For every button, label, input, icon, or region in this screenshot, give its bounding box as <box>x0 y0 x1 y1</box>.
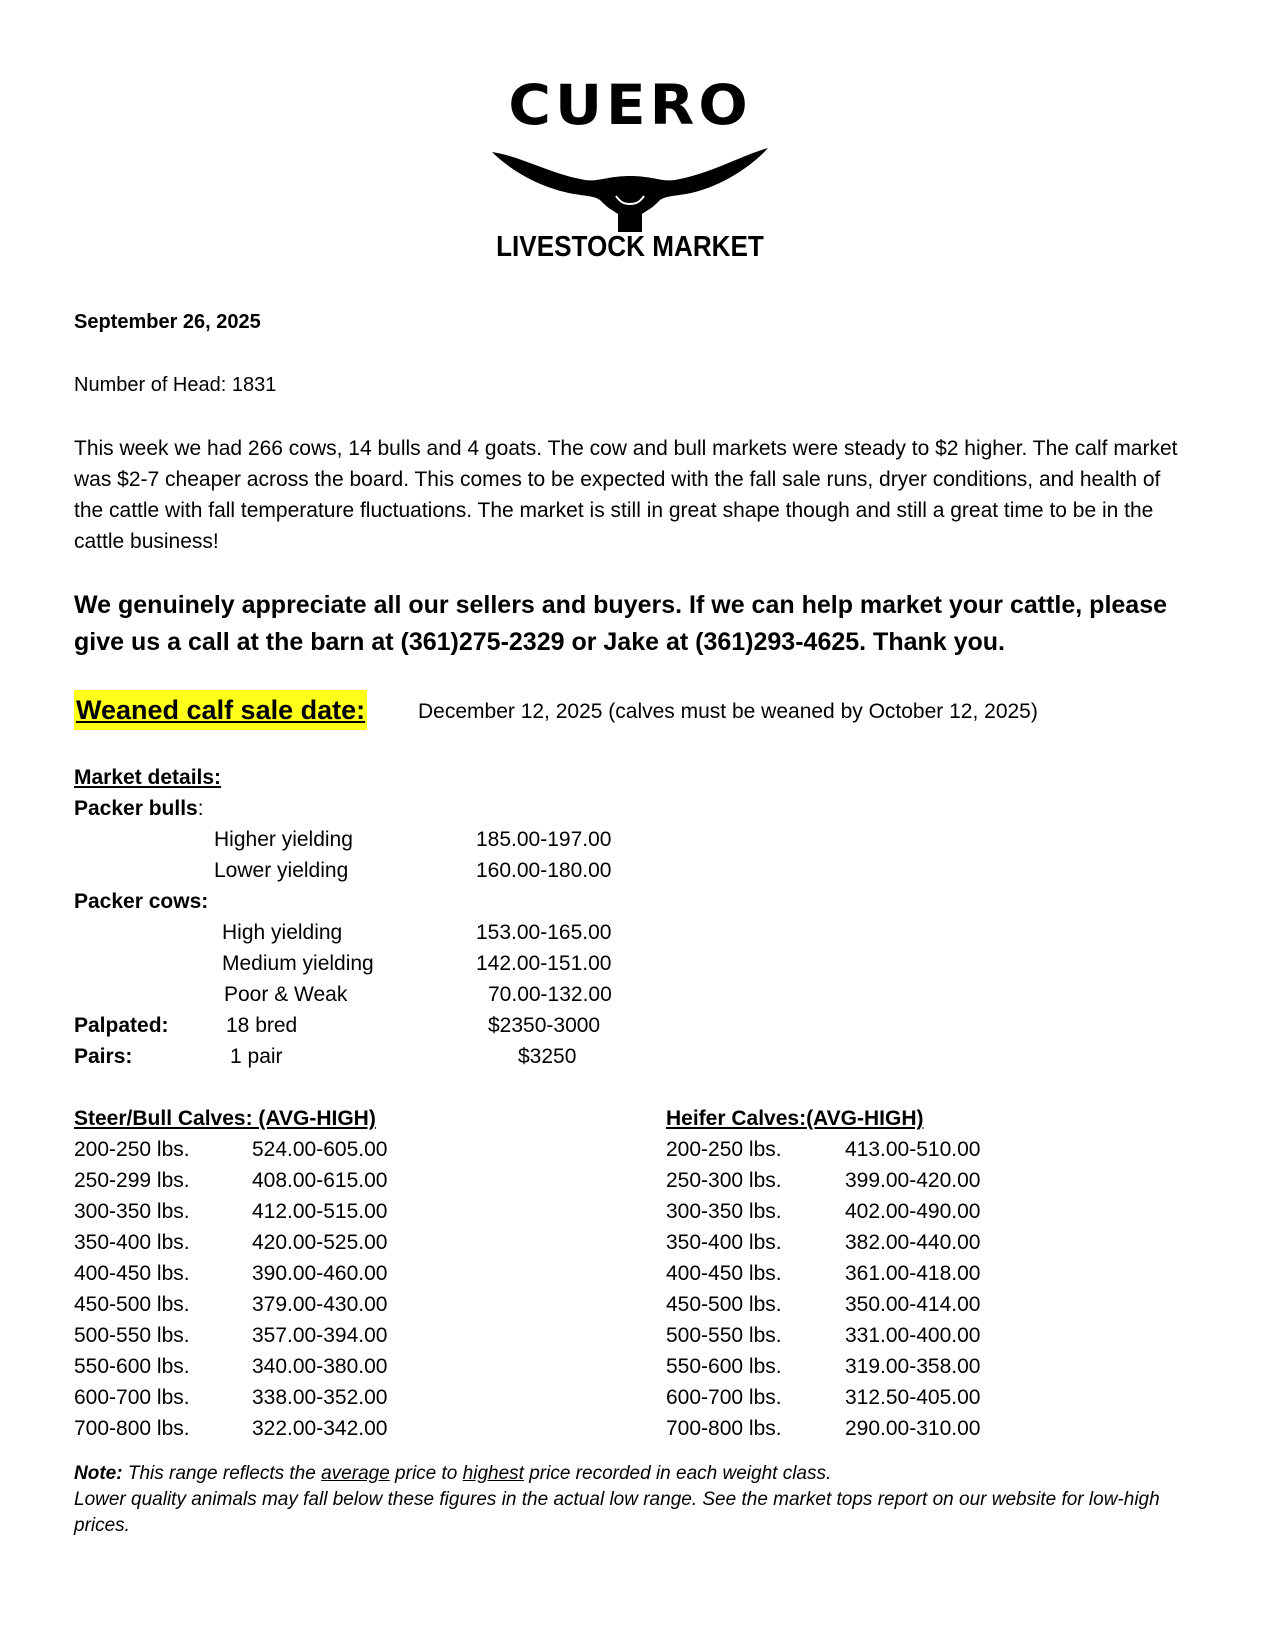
appreciation-message: We genuinely appreciate all our sellers and buyers. If we can help market your cattle, please give us a call at the barn at (361)275-2329 or Jake at (361)293-4625. Thank you. <box>74 591 1168 656</box>
note-word-highest: highest <box>462 1463 524 1484</box>
note-word-average: average <box>321 1463 390 1484</box>
heifer-weight: 600-700 lbs. <box>666 1386 782 1409</box>
steer-weight: 300-350 lbs. <box>74 1200 190 1223</box>
steer-price: 338.00-352.00 <box>252 1386 388 1409</box>
steer-price: 420.00-525.00 <box>252 1231 388 1254</box>
market-details-heading: Market details: <box>74 766 222 789</box>
report-date: September 26, 2025 <box>74 311 261 333</box>
heifer-weight: 450-500 lbs. <box>666 1293 782 1316</box>
pairs-price: $3250 <box>518 1045 577 1068</box>
heifer-weight: 400-450 lbs. <box>666 1262 782 1285</box>
packer-cow-price: 153.00-165.00 <box>476 921 612 944</box>
heifer-weight: 700-800 lbs. <box>666 1417 782 1440</box>
longhorn-skull-icon <box>490 144 770 234</box>
steer-weight: 600-700 lbs. <box>74 1386 190 1409</box>
heifer-price: 402.00-490.00 <box>845 1200 981 1223</box>
logo-word: CUERO <box>508 72 752 138</box>
steer-weight: 450-500 lbs. <box>74 1293 190 1316</box>
note-label: Note: <box>74 1463 123 1484</box>
heifer-price: 331.00-400.00 <box>845 1324 981 1347</box>
packer-bulls-colon: : <box>197 797 204 820</box>
weaned-sale-label: Weaned calf sale date: <box>74 690 367 730</box>
steer-price: 408.00-615.00 <box>252 1169 388 1192</box>
heifer-price: 361.00-418.00 <box>845 1262 981 1285</box>
heifer-weight: 550-600 lbs. <box>666 1355 782 1378</box>
packer-bull-price: 185.00-197.00 <box>476 828 612 851</box>
cuero-logo <box>480 72 780 272</box>
steer-weight: 250-299 lbs. <box>74 1169 190 1192</box>
packer-cow-grade: High yielding <box>222 921 343 944</box>
head-count: Number of Head: 1831 <box>74 374 277 396</box>
steer-weight: 350-400 lbs. <box>74 1231 190 1254</box>
steer-weight: 200-250 lbs. <box>74 1138 190 1161</box>
weaned-sale-date: December 12, 2025 (calves must be weaned by October 12, 2025) <box>418 700 1038 723</box>
packer-bulls-label: Packer bulls <box>74 797 198 820</box>
heifer-price: 382.00-440.00 <box>845 1231 981 1254</box>
pairs-label: Pairs: <box>74 1045 133 1068</box>
market-summary: This week we had 266 cows, 14 bulls and 4 goats. The cow and bull markets were steady to $2 higher. The calf market was $2-7 cheaper across the board. This comes to be expected with the fall sale runs, dryer conditions, and health of the cattle with fall temperature fluctuations. The market is still in great shape though and still a great time to be in the cattle business! <box>74 437 1178 553</box>
steer-price: 412.00-515.00 <box>252 1200 388 1223</box>
steer-weight: 400-450 lbs. <box>74 1262 190 1285</box>
heifer-price: 350.00-414.00 <box>845 1293 981 1316</box>
note-line-2: Lower quality animals may fall below these figures in the actual low range. See the market tops report on our website for low-high prices. <box>74 1489 1160 1536</box>
packer-cow-price: 142.00-151.00 <box>476 952 612 975</box>
steer-price: 524.00-605.00 <box>252 1138 388 1161</box>
heifer-weight: 200-250 lbs. <box>666 1138 782 1161</box>
steer-weight: 500-550 lbs. <box>74 1324 190 1347</box>
steer-calves-heading: Steer/Bull Calves: (AVG-HIGH) <box>74 1107 376 1130</box>
heifer-price: 319.00-358.00 <box>845 1355 981 1378</box>
steer-price: 322.00-342.00 <box>252 1417 388 1440</box>
steer-price: 390.00-460.00 <box>252 1262 388 1285</box>
heifer-calves-heading: Heifer Calves:(AVG-HIGH) <box>666 1107 924 1130</box>
palpated-price: $2350-3000 <box>488 1014 601 1037</box>
packer-bull-grade: Lower yielding <box>214 859 349 882</box>
steer-price: 379.00-430.00 <box>252 1293 388 1316</box>
heifer-weight: 350-400 lbs. <box>666 1231 782 1254</box>
logo-subtitle: LIVESTOCK MARKET <box>496 231 764 263</box>
note-text-1: This range reflects the <box>122 1463 322 1484</box>
price-note <box>74 1461 1204 1539</box>
heifer-weight: 500-550 lbs. <box>666 1324 782 1347</box>
steer-weight: 700-800 lbs. <box>74 1417 190 1440</box>
packer-cow-price: 70.00-132.00 <box>488 983 612 1006</box>
packer-cow-grade: Medium yielding <box>222 952 374 975</box>
pairs-desc: 1 pair <box>230 1045 283 1068</box>
steer-price: 340.00-380.00 <box>252 1355 388 1378</box>
heifer-weight: 250-300 lbs. <box>666 1169 782 1192</box>
note-text-2: price to <box>389 1463 463 1484</box>
note-text-3: price recorded in each weight class. <box>523 1463 832 1484</box>
palpated-desc: 18 bred <box>226 1014 298 1037</box>
heifer-price: 399.00-420.00 <box>845 1169 981 1192</box>
heifer-price: 290.00-310.00 <box>845 1417 981 1440</box>
packer-bulls-heading <box>74 795 204 823</box>
steer-weight: 550-600 lbs. <box>74 1355 190 1378</box>
steer-price: 357.00-394.00 <box>252 1324 388 1347</box>
packer-bull-price: 160.00-180.00 <box>476 859 612 882</box>
heifer-price: 413.00-510.00 <box>845 1138 981 1161</box>
packer-bull-grade: Higher yielding <box>214 828 353 851</box>
palpated-label: Palpated: <box>74 1014 169 1037</box>
packer-cow-grade: Poor & Weak <box>224 983 348 1006</box>
heifer-weight: 300-350 lbs. <box>666 1200 782 1223</box>
heifer-price: 312.50-405.00 <box>845 1386 981 1409</box>
packer-cows-heading: Packer cows: <box>74 890 209 913</box>
